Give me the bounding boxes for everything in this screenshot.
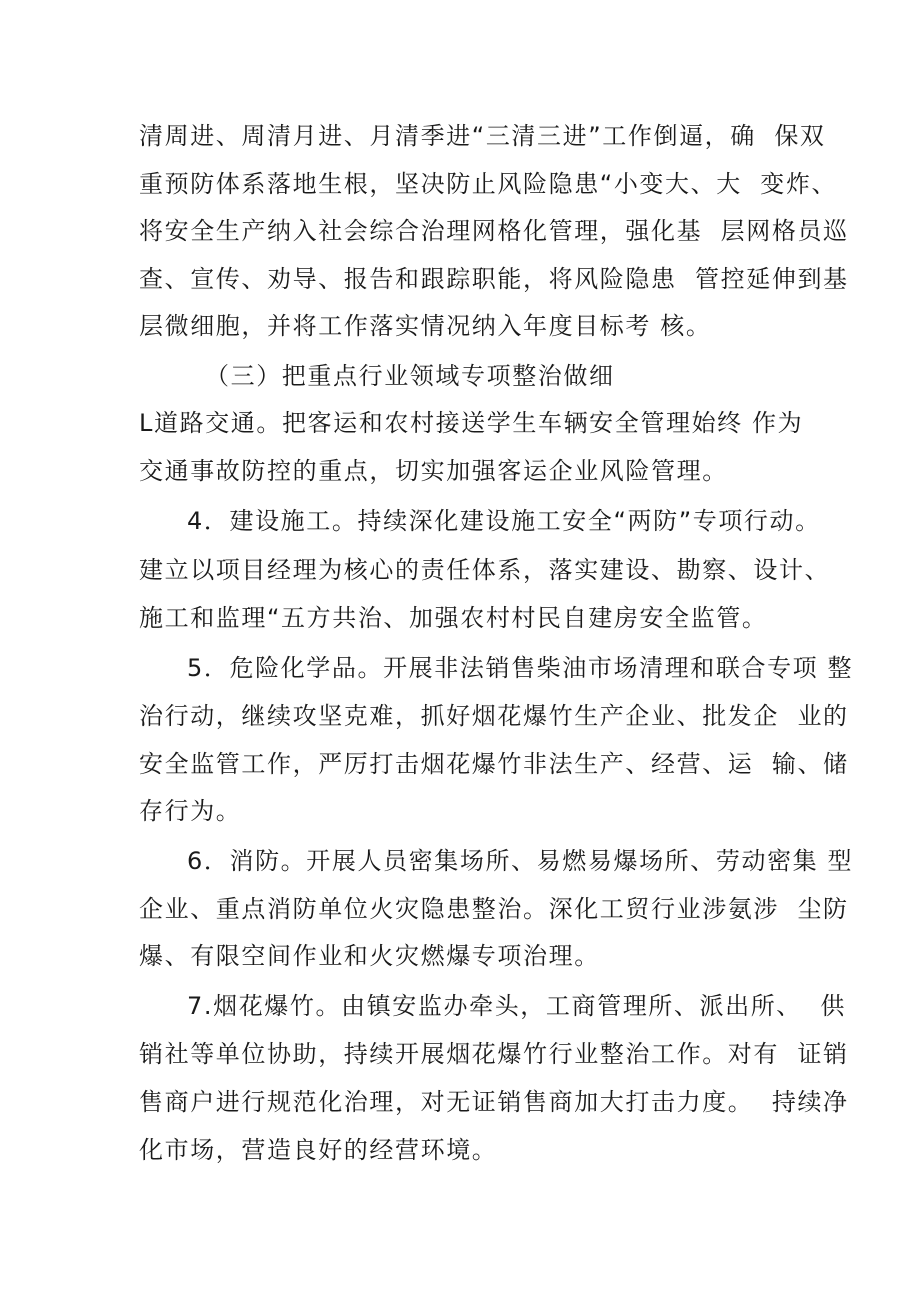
text-line: 6．消防。开展人员密集场所、易燃易爆场所、劳动密集 型: [187, 847, 854, 875]
text-line: 建立以项目经理为核心的责任体系，落实建设、勘察、设计、: [139, 556, 831, 584]
text-line: 施工和监理“五方共治、加强农村村民自建房安全监管。: [139, 604, 768, 632]
text-line: 5．危险化学品。开展非法销售柴油市场清理和联合专项 整: [187, 654, 854, 682]
text-line: 安全监管工作，严厉打击烟花爆竹非法生产、经营、运 输、储: [139, 750, 849, 778]
text-line: 7.烟花爆竹。由镇安监办牵头，工商管理所、派出所、 供: [187, 992, 846, 1020]
text-line: 售商户进行规范化治理，对无证销售商加大打击力度。 持续净: [139, 1088, 849, 1116]
text-line: 4．建设施工。持续深化建设施工安全“两防”专项行动。: [187, 507, 821, 535]
text-line: 清周进、周清月进、月清季进“三清三进”工作倒逼，确 保双: [139, 122, 826, 150]
text-line: 化市场，营造良好的经营环境。: [139, 1136, 498, 1164]
text-line: 存行为。: [139, 797, 242, 825]
text-line: 销社等单位协助，持续开展烟花爆竹行业整治工作。对有 证销: [139, 1040, 849, 1068]
text-line: 爆、有限空间作业和火灾燃爆专项治理。: [139, 942, 600, 970]
text-line: 企业、重点消防单位火灾隐患整治。深化工贸行业涉氨涉 尘防: [139, 895, 849, 923]
section-heading: （三）把重点行业领域专项整治做细: [205, 362, 615, 390]
text-line: 查、宣传、劝导、报告和跟踪职能，将风险隐患 管控延伸到基: [139, 265, 849, 293]
text-line: 将安全生产纳入社会综合治理网格化管理，强化基 层网格员巡: [139, 217, 849, 245]
text-line: 重预防体系落地生根，坚决防止风险隐患“小变大、大 变炸、: [139, 170, 838, 198]
text-line: 层微细胞，并将工作落实情况纳入年度目标考 核。: [139, 312, 712, 340]
text-line: 治行动，继续攻坚克难，抓好烟花爆竹生产企业、批发企 业的: [139, 702, 849, 730]
text-line: 交通事故防控的重点，切实加强客运企业风险管理。: [139, 457, 728, 485]
text-line: L道路交通。把客运和农村接送学生车辆安全管理始终 作为: [139, 409, 804, 437]
